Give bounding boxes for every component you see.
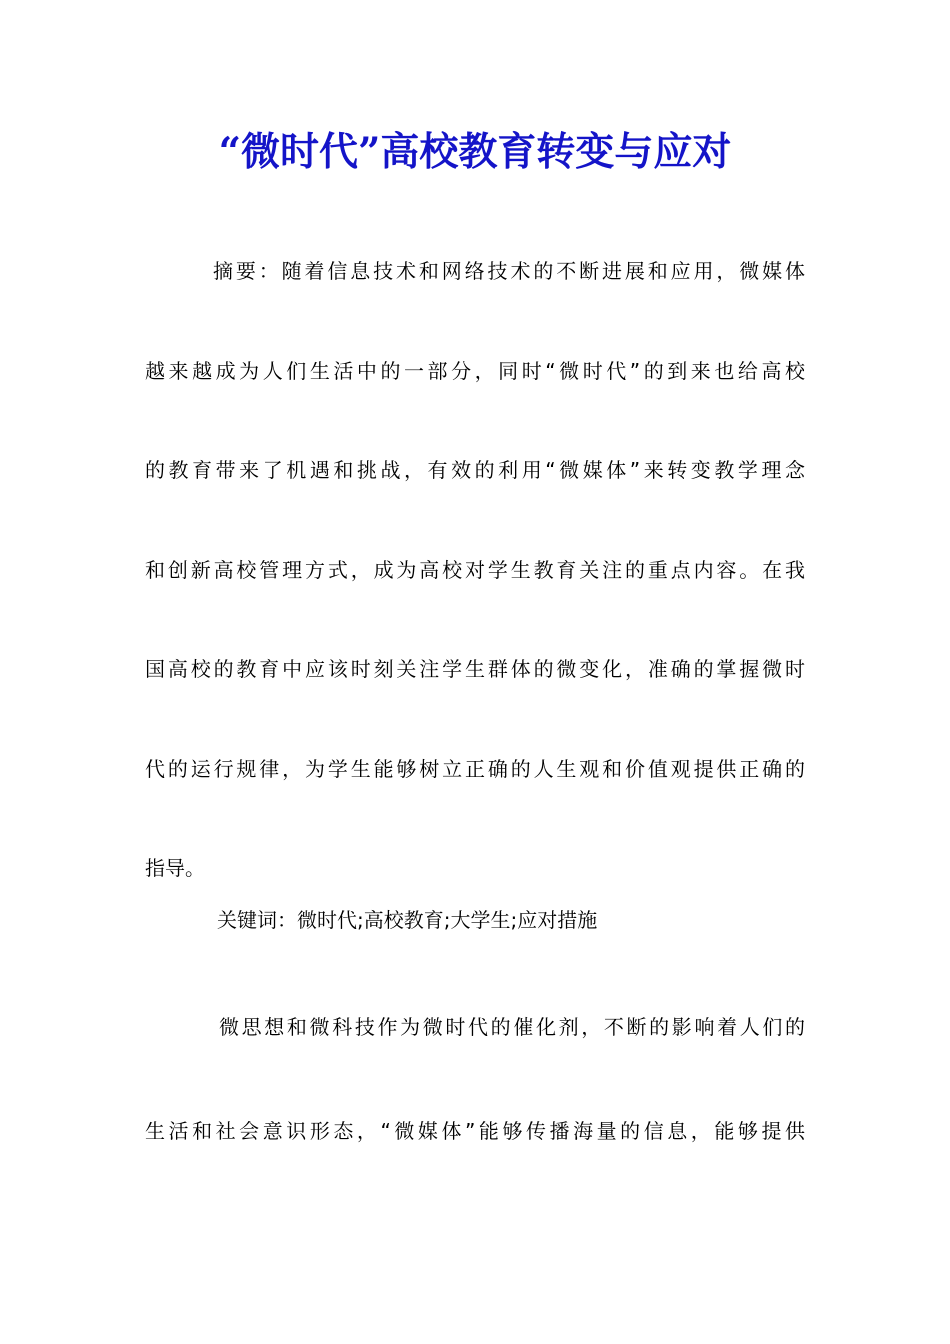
abstract-line: 国高校的教育中应该时刻关注学生群体的微变化，准确的掌握微时 xyxy=(145,657,805,681)
abstract-line: 和创新高校管理方式，成为高校对学生教育关注的重点内容。在我 xyxy=(145,557,805,582)
document-title: “微时代”高校教育转变与应对 xyxy=(218,129,732,175)
abstract-line: 指导。 xyxy=(145,856,205,880)
abstract-line: 越来越成为人们生活中的一部分，同时“微时代”的到来也给高校 xyxy=(145,358,805,383)
abstract-paragraph xyxy=(145,222,805,919)
paragraph-line: 微思想和微科技作为微时代的催化剂，不断的影响着人们的 xyxy=(219,1015,805,1039)
keywords-line: 关键词：微时代;高校教育;大学生;应对措施 xyxy=(217,908,598,932)
body-paragraph xyxy=(145,975,805,1183)
abstract-line: 的教育带来了机遇和挑战，有效的利用“微媒体”来转变教学理念 xyxy=(145,458,805,482)
abstract-line: 摘要：随着信息技术和网络技术的不断进展和应用，微媒体 xyxy=(213,259,805,283)
paragraph-line: 生活和社会意识形态，“微媒体”能够传播海量的信息，能够提供 xyxy=(145,1119,805,1143)
abstract-line: 代的运行规律，为学生能够树立正确的人生观和价值观提供正确的 xyxy=(145,756,805,781)
